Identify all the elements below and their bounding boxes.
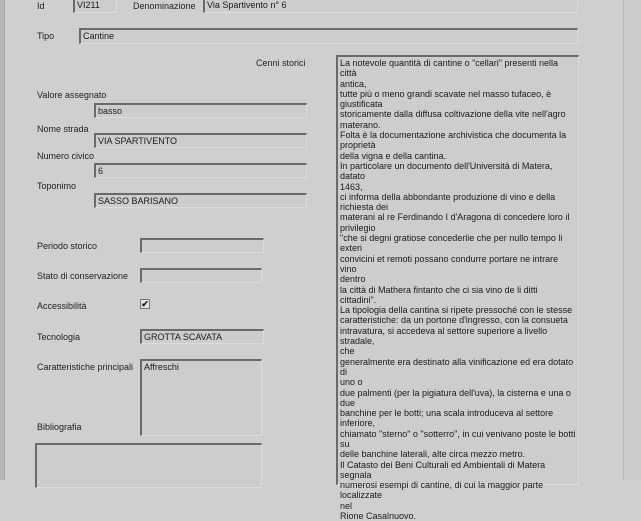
- cenni-storici-line: "che si degni gratiose concederlie che per nullo tempo li exteri: [340, 233, 563, 254]
- nome-strada-label: Nome strada: [37, 124, 89, 134]
- cenni-storici-line: la città di Mathera fintanto che ci sia vino de li ditti cittadini".: [340, 284, 538, 305]
- cenni-storici-line: caratteristiche: da un portone d'ingresso, con la consueta: [340, 315, 568, 326]
- window-left-border: [0, 0, 5, 480]
- bibliografia-label: Bibliografia: [37, 422, 82, 432]
- cenni-storici-line: delle banchine laterali, alte circa mezzo metro.: [340, 449, 526, 460]
- cenni-storici-line: che: [340, 346, 355, 357]
- check-icon: ✔: [141, 299, 149, 309]
- cenni-storici-line: storicamente dalla diffusa coltivazione della vite nell'agro: [340, 109, 566, 120]
- cenni-storici-line: generalmente era destinato alla vinificazione ed era dotato di: [340, 356, 574, 377]
- tecnologia-field[interactable]: GROTTA SCAVATA: [140, 329, 264, 344]
- periodo-storico-label: Periodo storico: [37, 241, 98, 251]
- denominazione-label: Denominazione: [133, 1, 196, 11]
- periodo-storico-field[interactable]: [140, 238, 264, 253]
- cenni-storici-line: giustificata: [340, 99, 383, 110]
- cenni-storici-textarea[interactable]: [336, 55, 579, 521]
- cenni-storici-line: Rione Casalnuovo.: [340, 511, 417, 521]
- cenni-storici-line: antica,: [340, 78, 367, 89]
- cenni-storici-line: inferiore,: [340, 418, 376, 429]
- numero-civico-field[interactable]: 6: [94, 163, 307, 178]
- cenni-storici-line: nel: [340, 500, 353, 511]
- valore-assegnato-field[interactable]: basso: [94, 103, 307, 118]
- cenni-storici-line: della vigna e della cantina.: [340, 150, 447, 161]
- accessibilita-checkbox[interactable]: [140, 299, 150, 309]
- tipo-field[interactable]: Cantine: [79, 28, 578, 44]
- cenni-storici-line: proprietà: [340, 140, 376, 151]
- caratteristiche-textarea[interactable]: Affreschi: [140, 359, 262, 436]
- stato-conservazione-label: Stato di conservazione: [37, 271, 129, 281]
- tipo-label: Tipo: [37, 31, 55, 41]
- id-field[interactable]: VI211: [73, 0, 117, 13]
- cenni-storici-line: La tipologia della cantina si ripete pressoché con le stesse: [340, 305, 573, 316]
- cenni-storici-line: uno o: [340, 377, 363, 388]
- cenni-storici-line: La notevole quantità di cantine o "cellari" presenti nella città: [340, 58, 559, 79]
- cenni-storici-line: In particolare un documento dell'Università di Matera, datato: [340, 160, 553, 182]
- cenni-storici-line: tutte più o meno grandi scavate nel masso tufaceo, è: [340, 88, 552, 99]
- nome-strada-field[interactable]: VIA SPARTIVENTO: [94, 133, 307, 148]
- accessibilita-label: Accessibilità: [37, 301, 87, 311]
- cenni-storici-line: Folta è la documentazione archivistica che documenta la: [340, 130, 567, 141]
- id-label: Id: [37, 1, 45, 11]
- cenni-storici-line: ci informa della abbondante produzione di vino e della: [340, 191, 556, 202]
- cenni-storici-line: numerosi esempi di cantine, di cui la maggior parte localizzate: [340, 480, 544, 501]
- numero-civico-label: Numero civico: [37, 151, 95, 161]
- tecnologia-label: Tecnologia: [37, 332, 81, 342]
- cenni-storici-line: intravatura, si accedeva al settore superiore a livello stradale,: [340, 325, 548, 347]
- caratteristiche-label: Caratteristiche principali: [37, 362, 134, 372]
- window-right-panel: [623, 0, 641, 480]
- cenni-storici-line: materani al re Ferdinando I d'Aragona di concedere loro il: [340, 212, 570, 223]
- denominazione-field[interactable]: Via Spartivento n° 6: [203, 0, 578, 13]
- cenni-storici-line: dentro: [340, 274, 366, 285]
- bibliografia-textarea[interactable]: [35, 443, 262, 488]
- cenni-storici-line: privilegio: [340, 222, 376, 233]
- cenni-storici-line: convicini et remoti possano condurre portare ne intrare vino: [340, 253, 559, 274]
- stato-conservazione-field[interactable]: [140, 268, 262, 283]
- cenni-storici-line: 1463,: [340, 181, 363, 192]
- cenni-storici-line: Il Catasto dei Beni Culturali ed Ambientali di Matera segnala: [340, 459, 546, 480]
- cenni-storici-label: Cenni storici: [256, 58, 306, 68]
- cenni-storici-line: due palmenti (per la pigiatura dell'uva), la cisterna e una o due: [340, 387, 571, 408]
- cenni-storici-line: chiamato "sterno" o "sotterro", in cui venivano poste le botti su: [340, 428, 576, 449]
- toponimo-field[interactable]: SASSO BARISANO: [94, 193, 307, 208]
- toponimo-label: Toponimo: [37, 181, 77, 191]
- valore-assegnato-label: Valore assegnato: [37, 90, 107, 100]
- cenni-storici-line: richiesta dei: [340, 202, 389, 213]
- cenni-storici-line: materano.: [340, 119, 381, 130]
- cenni-storici-line: banchine per le botti; una scala introduceva al settore: [340, 408, 554, 419]
